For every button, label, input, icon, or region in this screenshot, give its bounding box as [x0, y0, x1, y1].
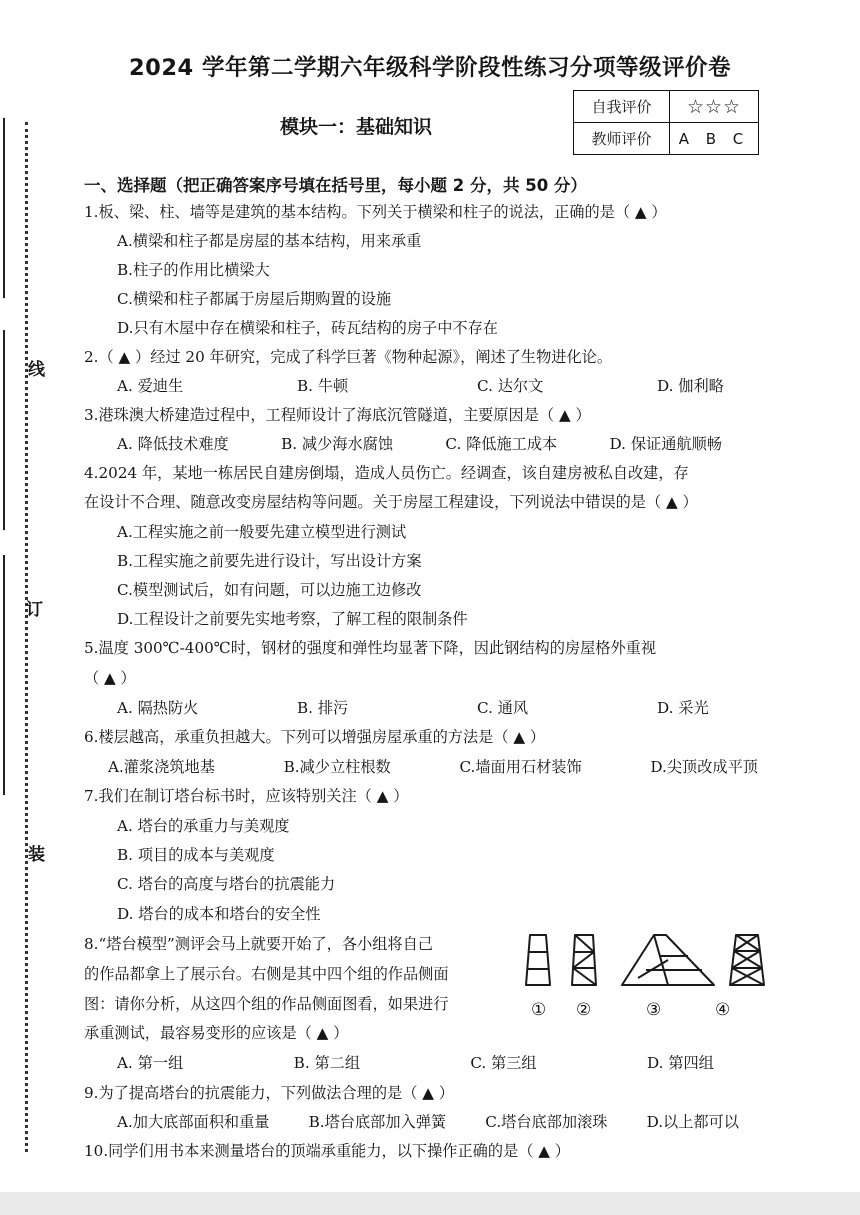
- tower-label-2: ②: [576, 1000, 592, 1020]
- module-title: 模块一：基础知识: [280, 116, 433, 138]
- margin-rule: [3, 330, 5, 530]
- question-6-option-d: D.尖顶改成平顶: [650, 758, 758, 776]
- question-8-options: [117, 1053, 757, 1073]
- margin-rule: [3, 118, 5, 298]
- question-2-options: [117, 376, 757, 396]
- question-5-option-d: D. 采光: [657, 699, 709, 717]
- question-6-option-c: C.墙面用石材装饰: [459, 758, 582, 776]
- question-6-option-a: A.灌浆浇筑地基: [108, 758, 215, 776]
- question-5-option-b: B. 排污: [297, 699, 349, 717]
- tower-model-1: [526, 935, 550, 985]
- question-2-option-a: A. 爱迪生: [117, 377, 184, 395]
- question-4-option-a: A.工程实施之前一般要先建立模型进行测试: [117, 523, 407, 541]
- question-4-option-d: D.工程设计之前要先实地考察，了解工程的限制条件: [117, 610, 468, 628]
- margin-char-ding: 订: [26, 600, 43, 620]
- question-7-option-d: D. 塔台的成本和塔台的安全性: [117, 905, 321, 923]
- question-7-option-a: A. 塔台的承重力与美观度: [117, 817, 290, 835]
- tower-model-2: [572, 935, 596, 985]
- question-9-option-d: D.以上都可以: [646, 1113, 739, 1131]
- question-9-option-b: B.塔台底部加入弹簧: [308, 1113, 447, 1131]
- question-1-option-c: C.横梁和柱子都属于房屋后期购置的设施: [117, 290, 392, 308]
- tower-label-1: ①: [531, 1000, 547, 1020]
- self-eval-stars: ☆☆☆: [670, 91, 759, 123]
- question-4-option-b: B.工程实施之前要先进行设计，写出设计方案: [117, 552, 422, 570]
- question-2-option-b: B. 牛顿: [297, 377, 349, 395]
- question-5-stem-line1: 5.温度 300℃-400℃时，钢材的强度和弹性均显著下降，因此钢结构的房屋格外重视: [84, 639, 657, 657]
- question-8-option-c: C. 第三组: [470, 1054, 537, 1072]
- question-7-option-c: C. 塔台的高度与塔台的抗震能力: [117, 875, 336, 893]
- question-4-stem-line2: 在设计不合理、随意改变房屋结构等问题。关于房屋工程建设，下列说法中错误的是（ ▲ ）: [84, 493, 698, 511]
- question-8-stem-line2: 的作品都拿上了展示台。右侧是其中四个组的作品侧面: [84, 965, 449, 983]
- tower-model-4: [730, 935, 764, 985]
- question-5-option-c: C. 通风: [477, 699, 529, 717]
- question-9-option-c: C.塔台底部加滚珠: [485, 1113, 608, 1131]
- question-1-option-a: A.横梁和柱子都是房屋的基本结构，用来承重: [117, 232, 422, 250]
- question-3-option-d: D. 保证通航顺畅: [609, 435, 722, 453]
- question-6-option-b: B.减少立柱根数: [283, 758, 391, 776]
- teacher-eval-label: 教师评价: [574, 123, 670, 155]
- question-8-option-b: B. 第二组: [293, 1054, 361, 1072]
- page-bottom-band: [0, 1192, 860, 1215]
- question-8-option-a: A. 第一组: [117, 1054, 184, 1072]
- question-3-options: [117, 434, 722, 454]
- section-heading: 一、选择题（把正确答案序号填在括号里，每小题 2 分，共 50 分）: [84, 176, 587, 195]
- question-8-stem-line3: 图：请你分析，从这四个组的作品侧面图看，如果进行: [84, 995, 449, 1013]
- teacher-eval-grades: A B C: [670, 123, 759, 155]
- question-10-stem: 10.同学们用书本来测量塔台的顶端承重能力，以下操作正确的是（ ▲ ）: [84, 1142, 570, 1160]
- question-8-stem-line1: 8.“塔台模型”测评会马上就要开始了，各小组将自己: [84, 935, 433, 953]
- question-2-option-d: D. 伽利略: [657, 377, 724, 395]
- tower-model-3: [622, 935, 714, 985]
- question-9-option-a: A.加大底部面积和重量: [117, 1113, 270, 1131]
- margin-char-zhuang: 装: [28, 845, 45, 865]
- question-3-option-b: B. 减少海水腐蚀: [281, 435, 394, 453]
- question-6-stem: 6.楼层越高，承重负担越大。下列可以增强房屋承重的方法是（ ▲ ）: [84, 728, 546, 746]
- question-8-option-d: D. 第四组: [646, 1054, 714, 1072]
- self-eval-label: 自我评价: [574, 91, 670, 123]
- margin-rule: [3, 555, 5, 795]
- question-6-options: [108, 757, 758, 777]
- exam-title: 2024 学年第二学期六年级科学阶段性练习分项等级评价卷: [129, 55, 731, 81]
- question-2-option-c: C. 达尔文: [477, 377, 544, 395]
- question-1-option-d: D.只有木屋中存在横梁和柱子，砖瓦结构的房子中不存在: [117, 319, 498, 337]
- margin-char-xian: 线: [28, 360, 45, 380]
- question-1-option-b: B.柱子的作用比横梁大: [117, 261, 270, 279]
- question-4-stem-line1: 4.2024 年，某地一栋居民自建房倒塌，造成人员伤亡。经调查，该自建房被私自改建，存: [84, 464, 689, 482]
- question-9-stem: 9.为了提高塔台的抗震能力，下列做法合理的是（ ▲ ）: [84, 1084, 454, 1102]
- tower-label-4: ④: [715, 1000, 731, 1020]
- binding-dotted-line: [25, 122, 28, 1152]
- question-5-option-a: A. 隔热防火: [117, 699, 199, 717]
- question-4-option-c: C.模型测试后，如有问题，可以边施工边修改: [117, 581, 422, 599]
- tower-label-3: ③: [646, 1000, 662, 1020]
- question-7-option-b: B. 项目的成本与美观度: [117, 846, 275, 864]
- question-3-option-c: C. 降低施工成本: [445, 435, 558, 453]
- question-1-stem: 1.板、梁、柱、墙等是建筑的基本结构。下列关于横梁和柱子的说法，正确的是（ ▲ ）: [84, 203, 667, 221]
- question-8-stem-line4: 承重测试，最容易变形的应该是（ ▲ ）: [84, 1024, 349, 1042]
- question-3-stem: 3.港珠澳大桥建造过程中，工程师设计了海底沉管隧道，主要原因是（ ▲ ）: [84, 406, 591, 424]
- question-9-options: [117, 1112, 739, 1132]
- question-5-options: [117, 698, 757, 718]
- evaluation-table: [573, 90, 759, 155]
- question-7-stem: 7.我们在制订塔台标书时，应该特别关注（ ▲ ）: [84, 787, 409, 805]
- question-2-stem: 2.（ ▲ ）经过 20 年研究，完成了科学巨著《物种起源》，阐述了生物进化论。: [84, 348, 613, 366]
- question-3-option-a: A. 降低技术难度: [117, 435, 229, 453]
- question-5-stem-line2: （ ▲ ）: [84, 669, 136, 687]
